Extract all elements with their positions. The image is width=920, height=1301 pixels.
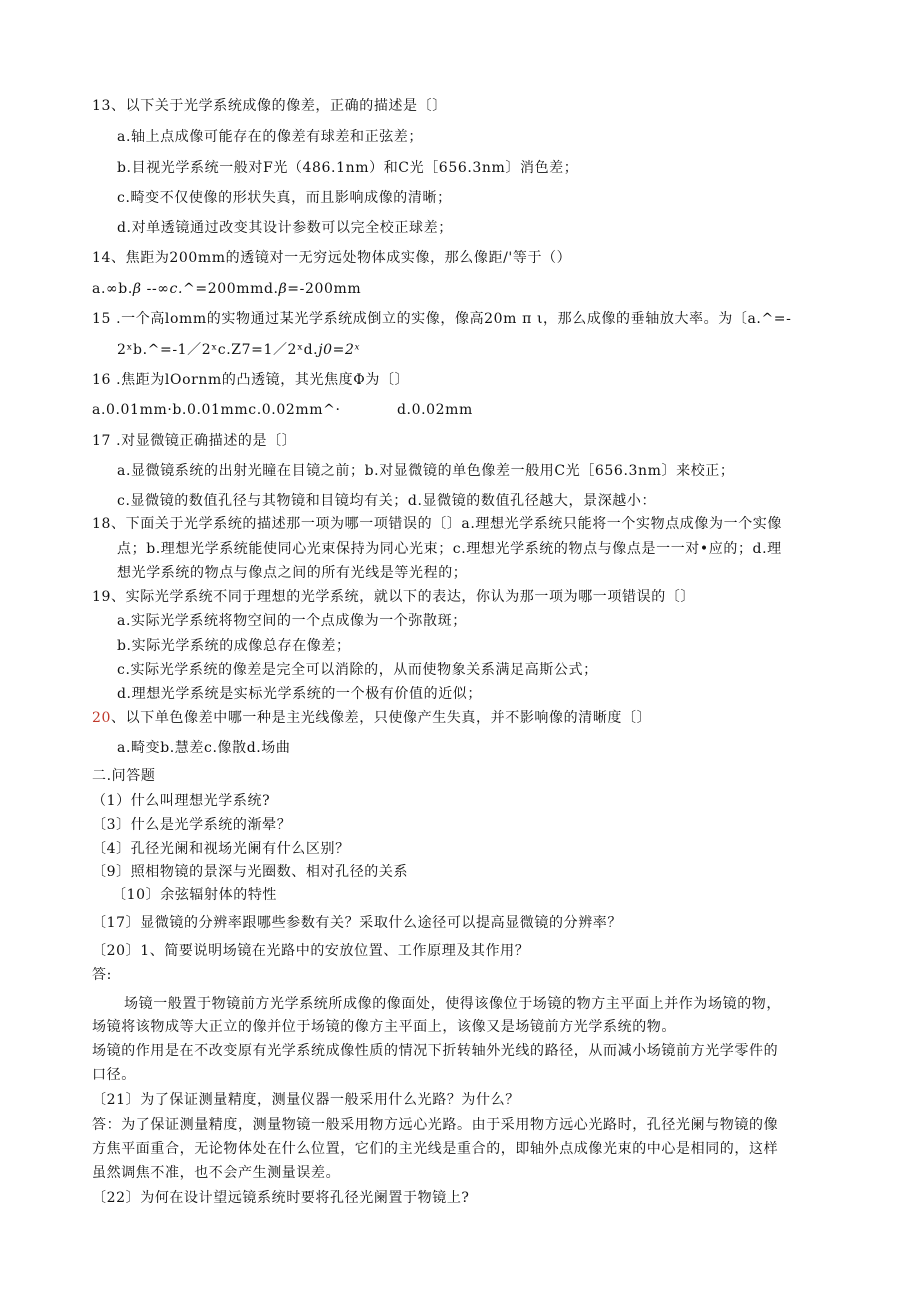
- section2-heading: 二.问答题: [92, 768, 156, 784]
- q17-options-ab: a.显微镜系统的出射光瞳在目镜之前；b.对显微镜的单色像差一般用C光［656.3nm〕来校正；: [117, 463, 735, 479]
- q13-option-c: c.畸变不仅使像的形状失真，而且影响成像的清晰；: [117, 190, 452, 206]
- q14-options: [92, 279, 361, 299]
- answer-p1-line2: 场镜将该物成等大正立的像并位于场镜的像方主平面上，该像又是场镜前方光学系统的物。: [92, 1019, 676, 1035]
- section2-item-4: 〔4〕孔径光阑和视场光阑有什么区别？: [92, 841, 350, 857]
- q19-option-c: c.实际光学系统的像差是完全可以消除的，从而使物象关系满足高斯公式；: [117, 662, 598, 678]
- q19-option-a: a.实际光学系统将物空间的一个点成像为一个弥散斑；: [117, 613, 467, 629]
- section2-item-9: 〔9〕照相物镜的景深与光圈数、相对孔径的关系: [92, 864, 409, 880]
- q21-answer-line3: 虽然调焦不准，也不会产生测量误差。: [92, 1165, 341, 1181]
- q14-stem: 14、焦距为200mm的透镜对一无穷远处物体成实像，那么像距/'等于（）: [92, 250, 572, 266]
- q21-answer-line2: 方焦平面重合，无论物体处在什么位置，它们的主光线是重合的，即轴外点成像光束的中心是相同的，这样: [92, 1141, 779, 1157]
- q15-options-part1: 2ˣb.^=-1／2ˣc.Z7=1／2ˣd.: [117, 342, 319, 358]
- q13-option-a: a.轴上点成像可能存在的像差有球差和正弦差；: [117, 129, 423, 145]
- section2-item-10: 〔10〕余弦辐射体的特性: [112, 887, 278, 903]
- q14-options-part5: =-200mm: [287, 281, 362, 297]
- section2-item-20: 〔20〕1、简要说明场镜在光路中的安放位置、工作原理及其作用？: [92, 943, 530, 959]
- answer-p2-line1: 场镜的作用是在不改变原有光学系统成像性质的情况下折转轴外光线的路径，从而减小场镜前方光学零件的: [92, 1043, 779, 1059]
- q20-number: 20: [92, 710, 112, 726]
- q18-line1: 18、下面关于光学系统的描述那一项为哪一项错误的〔〕a.理想光学系统只能将一个实物点成像为一个实像: [92, 516, 783, 532]
- section2-item-21: 〔21〕为了保证测量精度，测量仪器一般采用什么光路？为什么？: [92, 1092, 520, 1108]
- section2-item-22: 〔22〕为何在设计望远镜系统时要将孔径光阑置于物镜上?: [92, 1190, 470, 1206]
- q15-stem: 15 .一个高lomm的实物通过某光学系统成倒立的实像，像高20m π ι，那么成像的垂轴放大率。为〔a.^=-: [92, 311, 792, 327]
- q13-option-d: d.对单透镜通过改变其设计参数可以完全校正球差；: [117, 220, 453, 236]
- q15-options-part2: j0=2ˣ: [318, 342, 361, 358]
- q14-options-part1: a.∞b.: [92, 281, 133, 297]
- q16-options-right: d.0.02mm: [397, 402, 473, 418]
- q19-option-b: b.实际光学系统的成像总存在像差；: [117, 638, 351, 654]
- q14-options-part4: β: [278, 281, 288, 297]
- answer-p1-line1: 场镜一般置于物镜前方光学系统所成像的像面处，使得该像位于场镜的物方主平面上并作为场镜的物，: [124, 996, 781, 1012]
- q18-line3: 想光学系统的物点与像点之间的所有光线是等光程的；: [117, 565, 468, 581]
- q18-line2: 点；b.理想光学系统能使同心光束保持为同心光束；c.理想光学系统的物点与像点是一一对•应的；d.理: [117, 541, 782, 557]
- q19-option-d: d.理想光学系统是实标光学系统的一个极有价值的近似；: [117, 686, 483, 702]
- q15-options: [117, 340, 360, 360]
- q19-stem: 19、实际光学系统不同于理想的光学系统，就以下的表达，你认为那一项为哪一项错误的〔〕: [92, 589, 696, 605]
- q17-stem: 17 .对显微镜正确描述的是〔〕: [92, 433, 297, 449]
- answer-label: 答:: [92, 967, 112, 983]
- q16-stem: 16 .焦距为lOornm的凸透镜，其光焦度Φ为〔〕: [92, 372, 410, 388]
- q14-options-part3: ^=200mmd.: [183, 281, 279, 297]
- section2-item-17: 〔17〕显微镜的分辨率跟哪些参数有关？采取什么途径可以提高显微镜的分辨率？: [92, 915, 623, 931]
- q20-stem: [92, 708, 651, 728]
- answer-p2-line2: 口径。: [92, 1067, 136, 1083]
- q20-stem-text: 、以下单色像差中哪一种是主光线像差，只使像产生失真，并不影响像的清晰度〔〕: [111, 710, 652, 726]
- q21-answer-line1: 答：为了保证测量精度，测量物镜一般采用物方远心光路。由于采用物方远心光路时，孔径光阑与物镜的像: [92, 1117, 779, 1133]
- q20-options: a.畸变b.慧差c.像散d.场曲: [117, 740, 291, 756]
- section2-item-3: 〔3〕什么是光学系统的渐晕？: [92, 817, 292, 833]
- q13-option-b: b.目视光学系统一般对F光（486.1nm）和C光［656.3nm〕消色差；: [117, 160, 579, 176]
- q16-options-left: a.0.01mm·b.0.01mmc.0.02mm^·: [92, 402, 341, 418]
- section2-item-1: （1）什么叫理想光学系统?: [92, 793, 271, 809]
- q14-options-part2: β --∞c.: [132, 281, 184, 297]
- q13-stem: 13、以下关于光学系统成像的像差，正确的描述是〔〕: [92, 98, 447, 114]
- q17-options-cd: c.显微镜的数值孔径与其物镜和目镜均有关；d.显微镜的数值孔径越大，景深越小：: [117, 493, 657, 509]
